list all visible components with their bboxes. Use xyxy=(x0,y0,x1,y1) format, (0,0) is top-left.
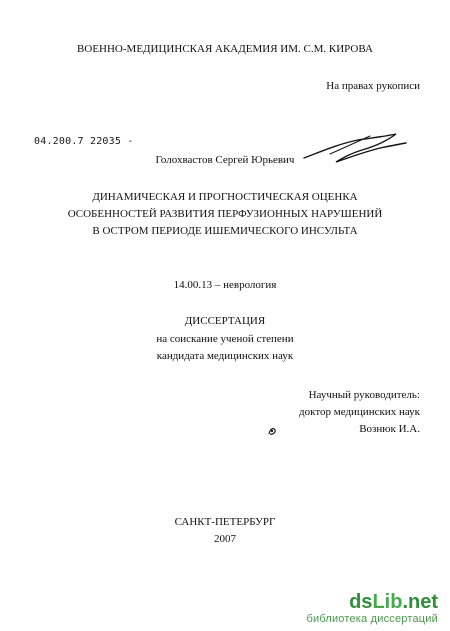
rights-notice: На правах рукописи xyxy=(326,80,420,92)
city-name: САНКТ-ПЕТЕРБУРГ xyxy=(174,516,276,528)
title-line-2: ОСОБЕННОСТЕЙ РАЗВИТИЯ ПЕРФУЗИОННЫХ НАРУШЕНИЙ xyxy=(67,208,383,220)
dslib-logo: dsLib.net xyxy=(349,591,438,613)
dslib-watermark[interactable] xyxy=(306,591,438,625)
title-line-3: В ОСТРОМ ПЕРИОДЕ ИШЕМИЧЕСКОГО ИНСУЛЬТА xyxy=(92,225,358,237)
dslib-subtitle: библиотека диссертаций xyxy=(306,613,438,625)
institution-name: ВОЕННО-МЕДИЦИНСКАЯ АКАДЕМИЯ ИМ. С.М. КИРОВА xyxy=(77,43,373,55)
title-line-1: ДИНАМИЧЕСКАЯ И ПРОГНОСТИЧЕСКАЯ ОЦЕНКА xyxy=(92,191,358,203)
ink-mark xyxy=(266,425,278,437)
year: 2007 xyxy=(214,533,236,545)
supervisor-name: Вознюк И.А. xyxy=(359,423,420,435)
degree-line-1: на соискание ученой степени xyxy=(156,333,294,345)
supervisor-degree: доктор медицинских наук xyxy=(299,406,420,418)
registry-stamp: 04.200.7 22035 - xyxy=(34,136,134,147)
author-name: Голохвастов Сергей Юрьевич xyxy=(155,154,295,166)
degree-line-2: кандидата медицинских наук xyxy=(156,350,294,362)
supervisor-label: Научный руководитель: xyxy=(308,389,420,401)
degree-heading: ДИССЕРТАЦИЯ xyxy=(184,315,266,327)
specialty-code: 14.00.13 – неврология xyxy=(173,279,277,291)
